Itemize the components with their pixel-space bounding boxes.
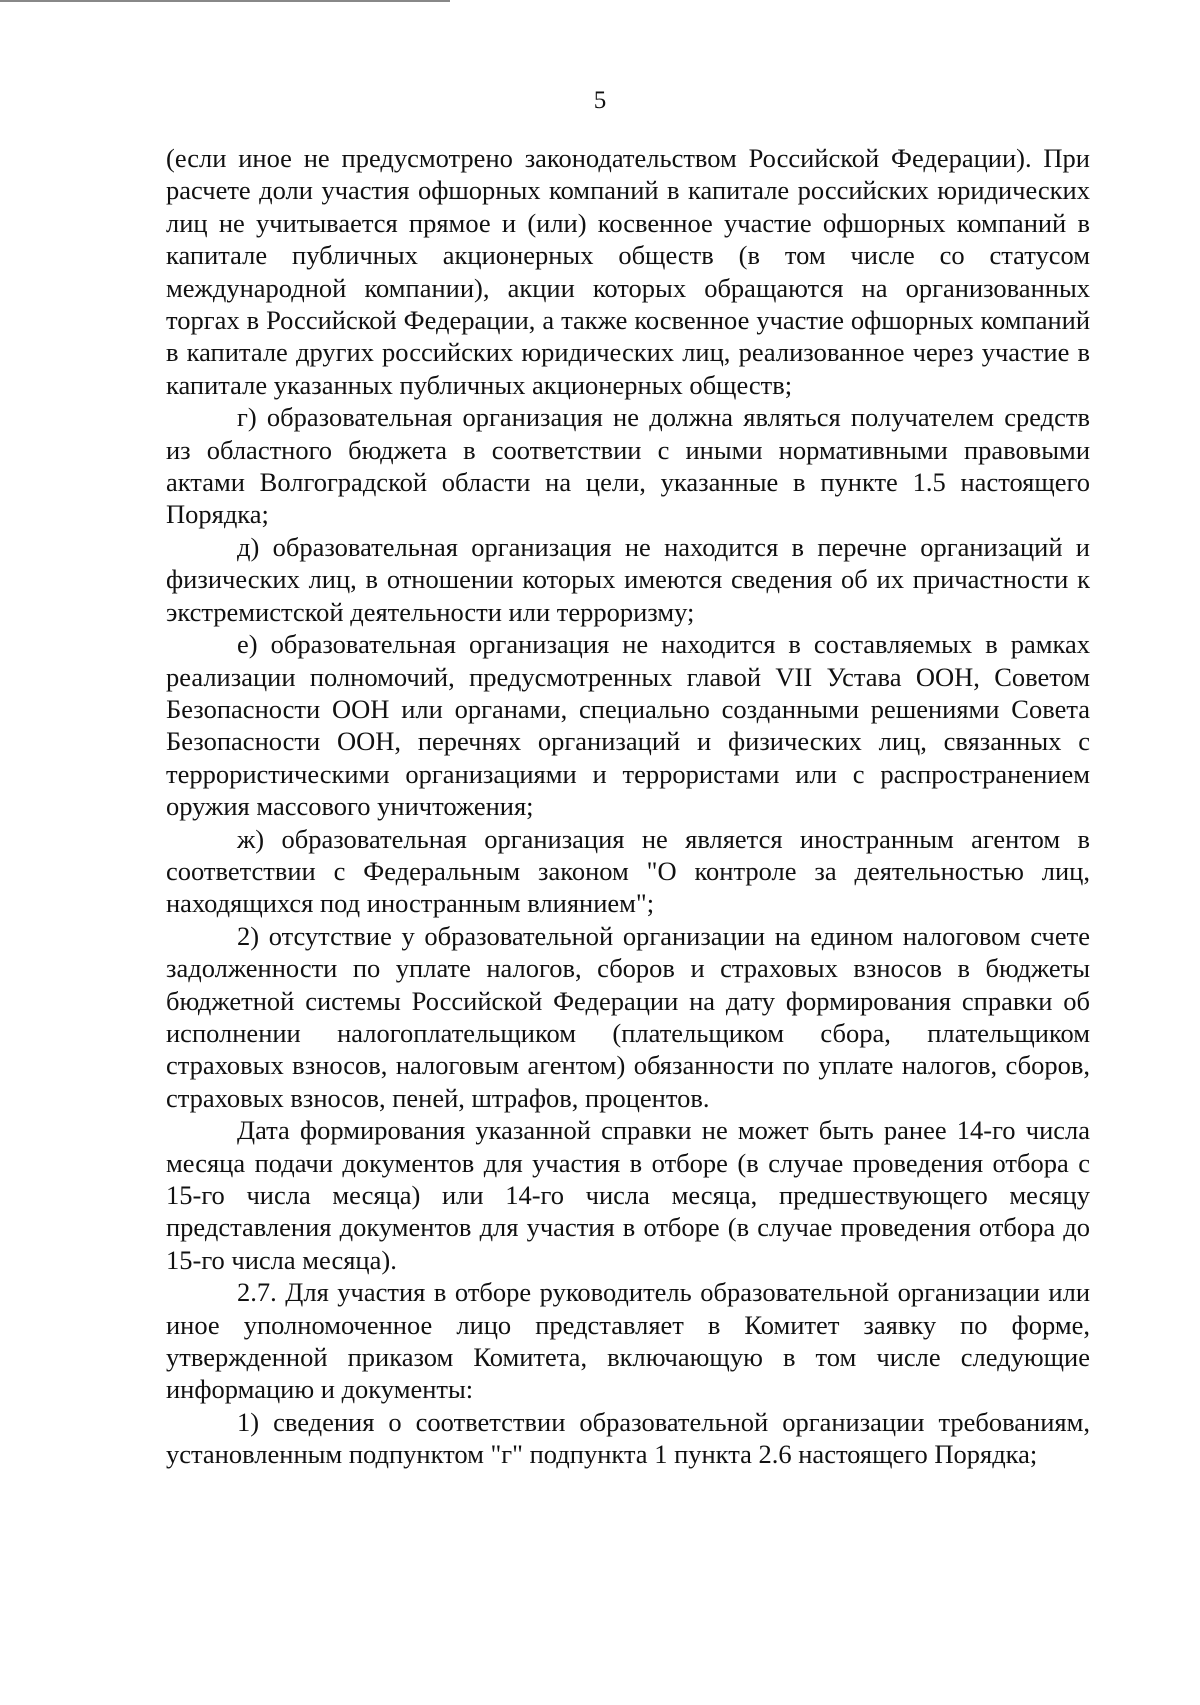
paragraph-item-zh: ж) образовательная организация не является иностранным агентом в соответствии с Федеральным законом "О контроле за деятельностью лиц, находящихся под иностранным влиянием"; [166, 823, 1090, 919]
paragraph-certificate-date: Дата формирования указанной справки не может быть ранее 14-го числа месяца подачи документов для участия в отборе (в случае проведения отбора с 15-го числа месяца) или 14-го числа месяца, предшествующего месяцу представления документов для участия в отборе (в случае проведения отбора до 15-го числа месяца). [166, 1115, 1090, 1275]
paragraph-continuation: (если иное не предусмотрено законодательством Российской Федерации). При расчете доли участия офшорных компаний в капитале российских юридических лиц не учитывается прямое и (или) косвенное участие офшорных компаний в капитале публичных акционерных обществ (в том числе со статусом международной компании), акции которых обращаются на организованных торгах в Российской Федерации, а также косвенное участие офшорных компаний в капитале других российских юридических лиц, реализованное через участие в капитале указанных публичных акционерных обществ; [166, 143, 1090, 400]
paragraph-item-d: д) образовательная организация не находится в перечне организаций и физических лиц, в отношении которых имеются сведения об их причастности к экстремистской деятельности или терроризму; [166, 531, 1090, 627]
page-number: 5 [593, 87, 607, 114]
paragraph-item-e: е) образовательная организация не находится в составляемых в рамках реализации полномочий, предусмотренных главой VII Устава ООН, Советом Безопасности ООН или органами, специально созданными решениями Совета Безопасности ООН, перечнях организаций и физических лиц, связанных с террористическими организациями и террористами или с распространением оружия массового уничтожения; [166, 629, 1090, 822]
document-body [166, 142, 1090, 1471]
paragraph-section-2-7: 2.7. Для участия в отборе руководитель образовательной организации или иное уполномоченное лицо представляет в Комитет заявку по форме, утвержденной приказом Комитета, включающую в том числе следующие информацию и документы: [166, 1277, 1090, 1405]
paragraph-item-1: 1) сведения о соответствии образовательной организации требованиям, установленным подпунктом "г" подпункта 1 пункта 2.6 настоящего Порядка; [166, 1406, 1090, 1470]
paragraph-item-g: г) образовательная организация не должна являться получателем средств из областного бюджета в соответствии с иными нормативными правовыми актами Волгоградской области на цели, указанные в пункте 1.5 настоящего Порядка; [166, 402, 1090, 530]
scan-edge-line [0, 0, 450, 2]
paragraph-item-2: 2) отсутствие у образовательной организации на едином налоговом счете задолженности по уплате налогов, сборов и страховых взносов в бюджеты бюджетной системы Российской Федерации на дату формирования справки об исполнении налогоплательщиком (плательщиком сбора, плательщиком страховых взносов, налоговым агентом) обязанности по уплате налогов, сборов, страховых взносов, пеней, штрафов, процентов. [166, 920, 1090, 1113]
